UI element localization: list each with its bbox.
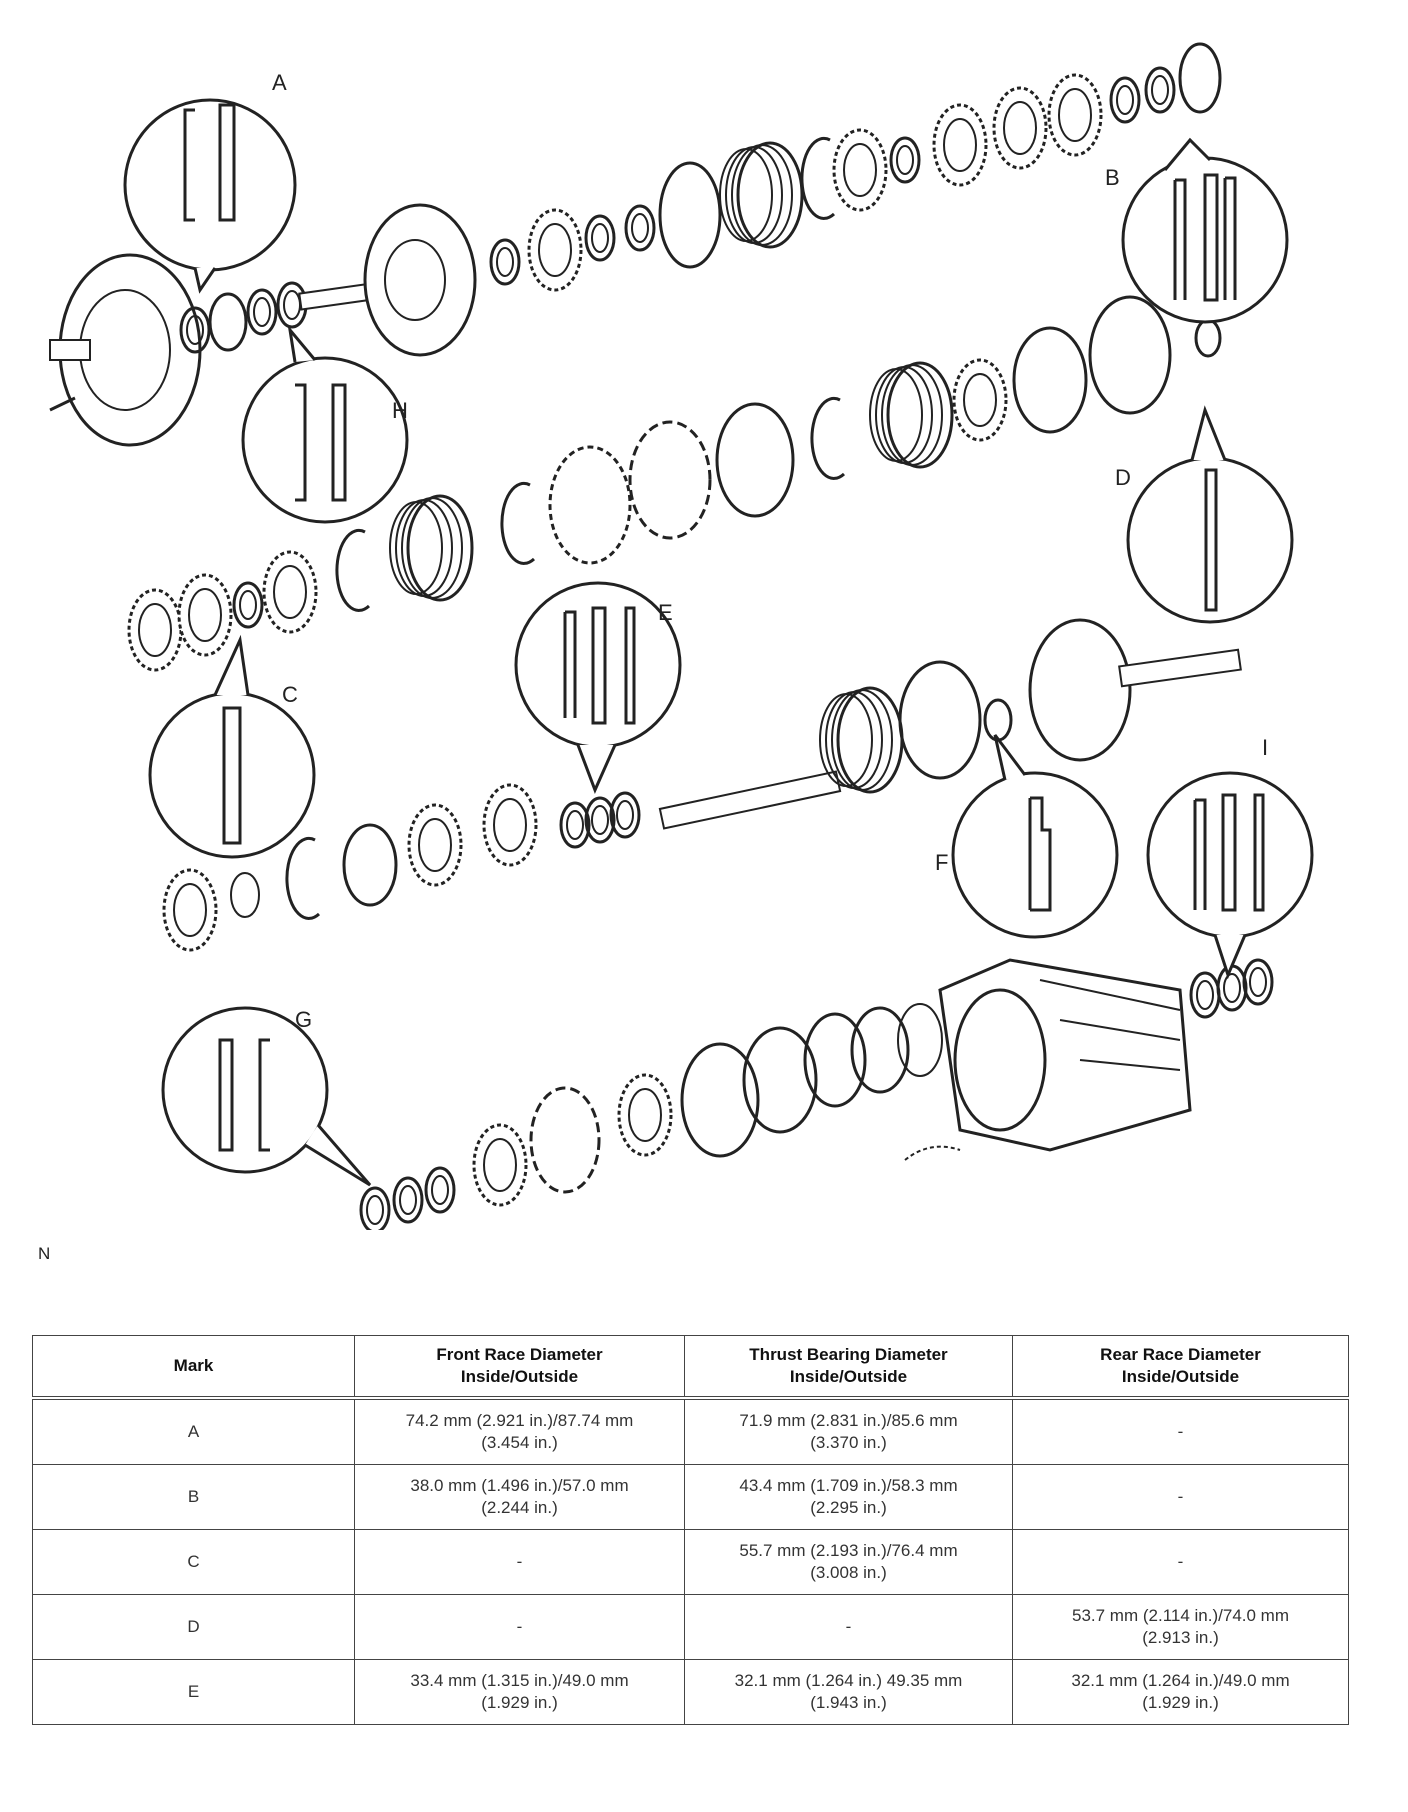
figure-code: N xyxy=(38,1244,51,1263)
callout-label-g: G xyxy=(295,1007,313,1032)
cell-mark: A xyxy=(33,1398,355,1465)
cell-rear-race: 53.7 mm (2.114 in.)/74.0 mm (2.913 in.) xyxy=(1013,1595,1349,1660)
callout-label-d: D xyxy=(1115,465,1131,490)
row4-components xyxy=(361,960,1272,1230)
callout-f xyxy=(935,735,1117,937)
callout-label-i: I xyxy=(1262,735,1269,760)
cell-front-race: 74.2 mm (2.921 in.)/87.74 mm (3.454 in.) xyxy=(355,1398,685,1465)
cell-front-race: - xyxy=(355,1530,685,1595)
callout-b xyxy=(1105,140,1287,322)
cell-thrust-bearing: 55.7 mm (2.193 in.)/76.4 mm (3.008 in.) xyxy=(685,1530,1013,1595)
table-row xyxy=(33,1660,1349,1725)
col-header-thrust-bearing: Thrust Bearing Diameter Inside/Outside xyxy=(685,1336,1013,1399)
callout-c xyxy=(150,640,314,857)
callout-a xyxy=(125,70,295,290)
table-row xyxy=(33,1465,1349,1530)
cell-mark: B xyxy=(33,1465,355,1530)
callout-label-c: C xyxy=(282,682,298,707)
callout-label-e: E xyxy=(658,600,673,625)
table-row xyxy=(33,1398,1349,1465)
cell-mark: D xyxy=(33,1595,355,1660)
cell-rear-race: - xyxy=(1013,1398,1349,1465)
cell-front-race: 38.0 mm (1.496 in.)/57.0 mm (2.244 in.) xyxy=(355,1465,685,1530)
callout-h xyxy=(243,330,408,522)
callout-label-a: A xyxy=(272,70,287,95)
callout-label-f: F xyxy=(935,850,949,875)
col-header-rear-race: Rear Race Diameter Inside/Outside xyxy=(1013,1336,1349,1399)
col-header-mark: Mark xyxy=(33,1336,355,1399)
cell-mark: C xyxy=(33,1530,355,1595)
cell-front-race: 33.4 mm (1.315 in.)/49.0 mm (1.929 in.) xyxy=(355,1660,685,1725)
callout-e xyxy=(516,583,680,790)
cell-thrust-bearing: 71.9 mm (2.831 in.)/85.6 mm (3.370 in.) xyxy=(685,1398,1013,1465)
callout-g xyxy=(163,1007,370,1185)
cell-thrust-bearing: 43.4 mm (1.709 in.)/58.3 mm (2.295 in.) xyxy=(685,1465,1013,1530)
callout-i xyxy=(1148,735,1312,975)
cell-rear-race: 32.1 mm (1.264 in.)/49.0 mm (1.929 in.) xyxy=(1013,1660,1349,1725)
cell-mark: E xyxy=(33,1660,355,1725)
cell-front-race: - xyxy=(355,1595,685,1660)
callout-d xyxy=(1115,410,1292,622)
cell-rear-race: - xyxy=(1013,1530,1349,1595)
cell-thrust-bearing: 32.1 mm (1.264 in.) 49.35 mm (1.943 in.) xyxy=(685,1660,1013,1725)
callout-label-b: B xyxy=(1105,165,1120,190)
race-diameter-table xyxy=(32,1335,1349,1725)
callout-label-h: H xyxy=(392,398,408,423)
table-row xyxy=(33,1530,1349,1595)
table-row xyxy=(33,1595,1349,1660)
table-header-row xyxy=(33,1336,1349,1399)
col-header-front-race: Front Race Diameter Inside/Outside xyxy=(355,1336,685,1399)
cell-thrust-bearing: - xyxy=(685,1595,1013,1660)
cell-rear-race: - xyxy=(1013,1465,1349,1530)
